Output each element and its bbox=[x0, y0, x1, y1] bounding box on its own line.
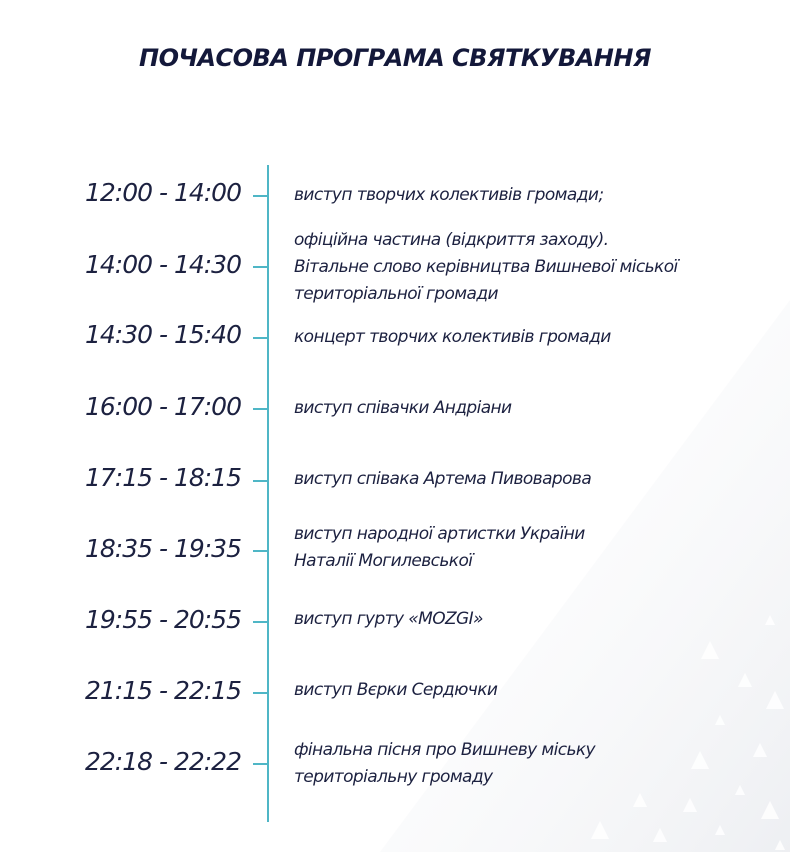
schedule-time: 14:30 - 15:40 bbox=[84, 320, 241, 349]
schedule-description bbox=[294, 324, 764, 351]
description-line: Наталії Могилевської bbox=[294, 551, 473, 571]
schedule-description bbox=[294, 737, 764, 791]
schedule-time: 21:15 - 22:15 bbox=[84, 676, 241, 705]
description-line: територіальну громаду bbox=[294, 767, 493, 787]
description-line: виступ гурту «MOZGI» bbox=[294, 609, 483, 629]
timeline-tick bbox=[253, 266, 268, 268]
timeline-tick bbox=[253, 621, 268, 623]
timeline-tick bbox=[253, 337, 268, 339]
description-line: територіальної громади bbox=[294, 284, 498, 304]
timeline-tick bbox=[253, 692, 268, 694]
description-line: фінальна пісня про Вишневу міську bbox=[294, 740, 596, 760]
timeline-tick bbox=[253, 550, 268, 552]
schedule-description bbox=[294, 227, 764, 308]
timeline-tick bbox=[253, 195, 268, 197]
timeline-line bbox=[267, 165, 269, 822]
schedule-time: 14:00 - 14:30 bbox=[84, 250, 241, 279]
description-line: виступ Вєрки Сердючки bbox=[294, 680, 498, 700]
timeline-tick bbox=[253, 408, 268, 410]
description-line: офіційна частина (відкриття заходу). bbox=[294, 230, 609, 250]
timeline-tick bbox=[253, 480, 268, 482]
schedule-description bbox=[294, 182, 764, 209]
description-line: виступ творчих колективів громади; bbox=[294, 185, 604, 205]
description-line: виступ народної артистки України bbox=[294, 524, 585, 544]
description-line: Вітальне слово керівництва Вишневої міської bbox=[294, 257, 678, 277]
schedule-description bbox=[294, 606, 764, 633]
description-line: виступ співака Артема Пивоварова bbox=[294, 469, 592, 489]
schedule-time: 22:18 - 22:22 bbox=[84, 747, 241, 776]
schedule-time: 16:00 - 17:00 bbox=[84, 392, 241, 421]
schedule-time: 18:35 - 19:35 bbox=[84, 534, 241, 563]
schedule-time: 19:55 - 20:55 bbox=[84, 605, 241, 634]
timeline-tick bbox=[253, 763, 268, 765]
schedule-description bbox=[294, 677, 764, 704]
page-title: ПОЧАСОВА ПРОГРАМА СВЯТКУВАННЯ bbox=[139, 44, 651, 72]
schedule-description bbox=[294, 395, 764, 422]
schedule-description bbox=[294, 466, 764, 493]
schedule-time: 12:00 - 14:00 bbox=[84, 178, 241, 207]
schedule-description bbox=[294, 521, 764, 575]
description-line: виступ співачки Андріани bbox=[294, 398, 512, 418]
schedule-time: 17:15 - 18:15 bbox=[84, 463, 241, 492]
description-line: концерт творчих колективів громади bbox=[294, 327, 611, 347]
